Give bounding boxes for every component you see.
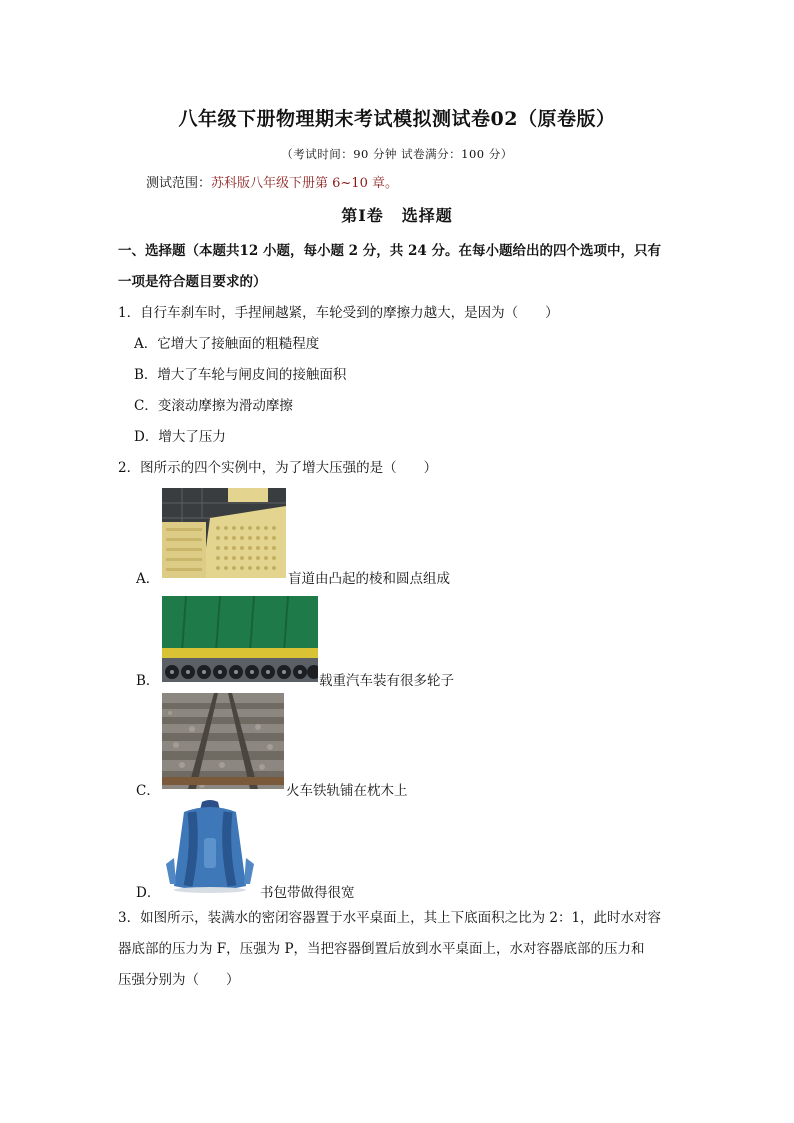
q2-option-a-letter: A． [136,571,160,587]
q2-stem: 2．图所示的四个实例中，为了增大压强的是（ ） [118,460,438,476]
section-part: 第Ⅰ卷 [341,206,384,225]
q2-option-c-letter: C． [136,783,160,799]
page-title: 八年级下册物理期末考试模拟测试卷02（原卷版） [178,108,616,130]
section-title [0,203,794,226]
q2-option-b-letter: B． [136,673,160,689]
tactile-paving-photo [162,488,286,578]
part1-heading-line1: 一、选择题（本题共12 小题，每小题 2 分，共 24 分。在每小题给出的四个选项中，只有 [118,243,661,259]
q1-option-d: D．增大了压力 [134,429,226,445]
q1-option-c: C．变滚动摩擦为滑动摩擦 [134,398,293,414]
exam-info: （考试时间：90 分钟 试卷满分：100 分） [281,147,513,161]
part1-heading-line2: 一项是符合题目要求的） [118,274,267,290]
q2-option-d-caption: 书包带做得很宽 [260,885,355,901]
q2-option-b-caption: 载重汽车装有很多轮子 [319,673,454,689]
q3-line3: 压强分别为（ ） [118,972,240,988]
q1-option-b: B．增大了车轮与闸皮间的接触面积 [134,367,347,383]
heavy-truck-photo [162,596,318,682]
scope-label: 测试范围： [146,176,212,191]
q2-option-a-caption: 盲道由凸起的棱和圆点组成 [288,571,450,587]
q1-option-a: A．它增大了接触面的粗糙程度 [134,336,320,352]
scope-value: 苏科版八年级下册第 6~10 章。 [211,176,398,191]
section-name: 选择题 [401,206,453,225]
railway-track-photo [162,693,284,789]
backpack-photo [162,798,258,894]
q3-line2: 器底部的压力为 F，压强为 P，当把容器倒置后放到水平桌面上，水对容器底部的压力和 [118,941,645,957]
q3-line1: 3．如图所示，装满水的密闭容器置于水平桌面上，其上下底面积之比为 2：1，此时水对容 [118,910,662,926]
q2-option-c-caption: 火车铁轨铺在枕木上 [286,783,408,799]
q1-stem: 1．自行车刹车时，手捏闸越紧，车轮受到的摩擦力越大，是因为（ ） [118,305,559,321]
test-scope [146,172,398,191]
q2-option-d-letter: D． [136,885,161,901]
